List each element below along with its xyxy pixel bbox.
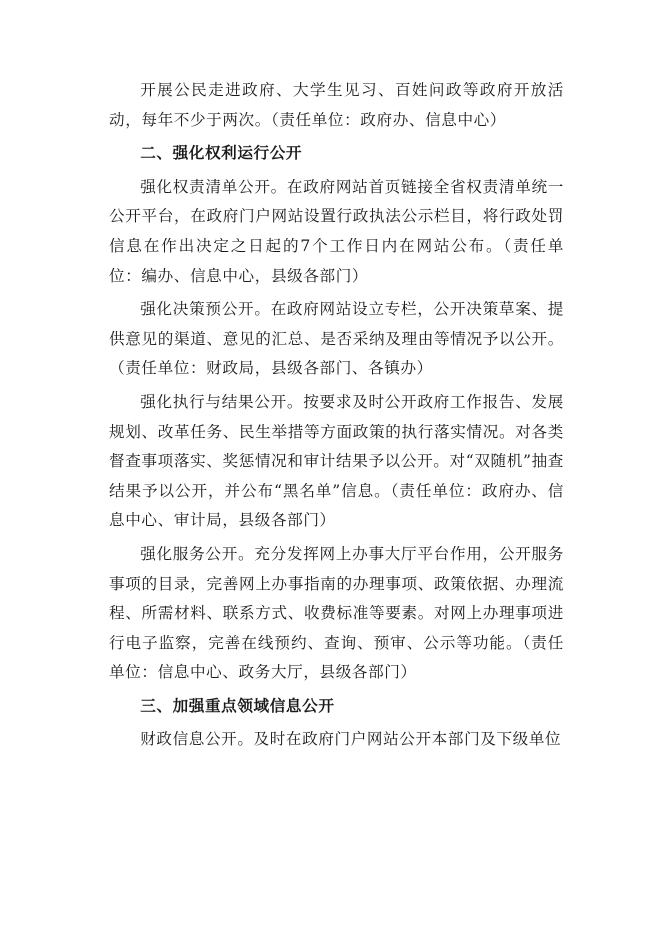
paragraph-rights-list: 强化权责清单公开。在政府网站首页链接全省权责清单统一公开平台，在政府门户网站设置行政执法公示栏目，将行政处罚信息在作出决定之日起的7个工作日内在网站公布。（责任单位：编办、信息中心，县级各部门）	[109, 177, 564, 285]
paragraph-service-disclosure: 强化服务公开。充分发挥网上办事大厅平台作用，公开服务事项的目录，完善网上办事指南的办理事项、政策依据、办理流程、所需材料、联系方式、收费标准等要素。对网上办理事项进行电子监察，完善在线预约、查询、预审、公示等功能。（责任单位：信息中心、政务大厅，县级各部门）	[109, 544, 564, 682]
paragraph-fiscal-disclosure: 财政信息公开。及时在政府门户网站公开本部门及下级单位	[140, 730, 562, 749]
document-body	[109, 76, 564, 755]
paragraph-decision-preview: 强化决策预公开。在政府网站设立专栏，公开决策草案、提供意见的渠道、意见的汇总、是否采纳及理由等情况予以公开。（责任单位：财政局，县级各部门、各镇办）	[109, 300, 564, 378]
section-heading-key-areas: 三、加强重点领域信息公开	[140, 696, 335, 715]
paragraph-open-activities: 开展公民走进政府、大学生见习、百姓问政等政府开放活动，每年不少于两次。（责任单位：政府办、信息中心）	[109, 81, 564, 129]
section-heading-power-operation: 二、强化权利运行公开	[140, 144, 303, 163]
paragraph-execution-results: 强化执行与结果公开。按要求及时公开政府工作报告、发展规划、改革任务、民生举措等方面政策的执行落实情况。对各类督查事项落实、奖惩情况和审计结果予以公开。对“双随机”抽查结果予以公开，并公布“黑名单”信息。（责任单位：政府办、信息中心、审计局，县级各部门）	[109, 392, 564, 530]
